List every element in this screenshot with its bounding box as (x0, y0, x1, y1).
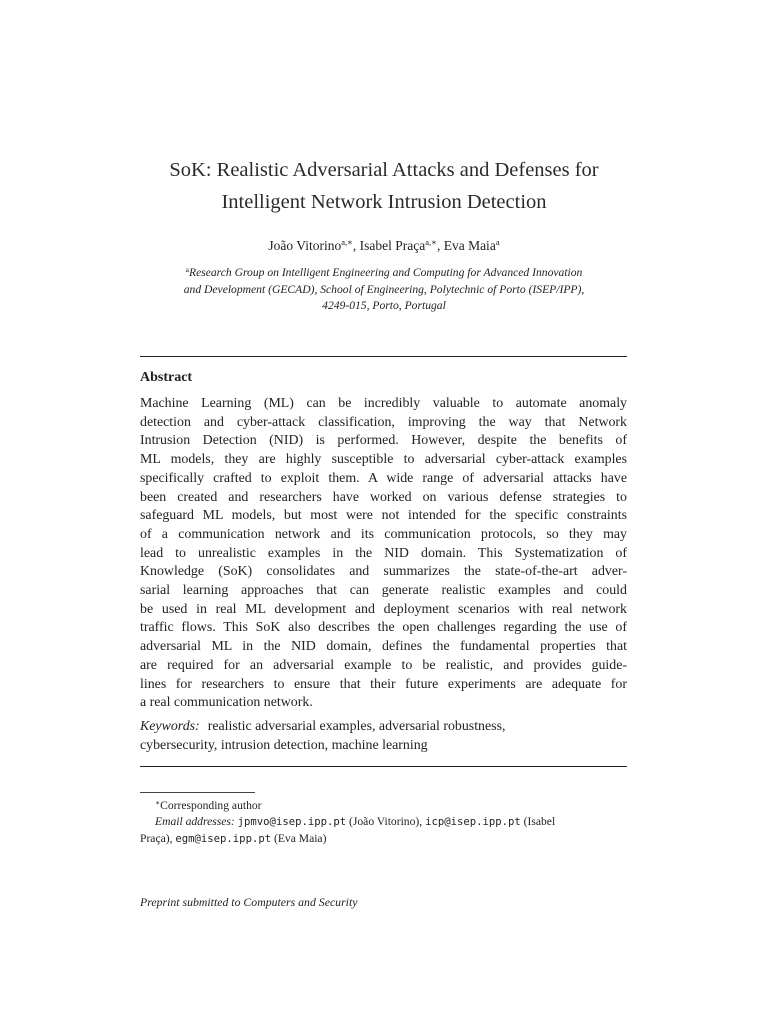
keywords-label: Keywords: (140, 719, 200, 734)
title-line-2: Intelligent Network Intrusion Detection (221, 191, 547, 213)
paper-title (100, 154, 668, 218)
keywords (140, 718, 627, 755)
abstract-line: ML models, they are highly susceptible to adversarial cyber-attack examples (140, 452, 627, 468)
author-mark: a,∗ (425, 237, 437, 247)
abstract-line: adversarial ML in the NID domain, defines the fundamental properties that (140, 639, 627, 655)
title-line-1: SoK: Realistic Adversarial Attacks and Defenses for (169, 159, 599, 181)
abstract-line: be used in real ML development and deployment scenarios with real network (140, 601, 627, 617)
email-line-1 (140, 814, 627, 830)
affiliation-text-1: Research Group on Intelligent Engineering and Computing for Advanced Innovation (188, 266, 583, 279)
corresponding-author-text: Corresponding author (160, 799, 262, 812)
abstract-line: detection and cyber-attack classification, improving the way that Network (140, 414, 627, 430)
corresponding-author-note (140, 795, 627, 814)
author-mark: a (495, 237, 500, 247)
author-name: Isabel Praça (359, 238, 426, 253)
abstract-line: a real communication network. (140, 695, 313, 711)
email-line-2 (140, 831, 627, 847)
affiliation-mark: a (185, 265, 189, 274)
abstract-bottom-rule (140, 766, 627, 767)
affiliation-line-2: and Development (GECAD), School of Engineering, Polytechnic of Porto (ISEP/IPP), (183, 282, 585, 296)
keywords-text-1: realistic adversarial examples, adversarial robustness, (207, 719, 506, 734)
author-separator: , (352, 238, 360, 253)
author-name: Eva Maia (443, 238, 496, 253)
keywords-line-1 (140, 718, 627, 737)
abstract-line: Knowledge (SoK) consolidates and summarizes the state-of-the-art adver- (140, 564, 627, 580)
author-mark: a,∗ (341, 237, 353, 247)
email-link-2[interactable]: icp@isep.ipp.pt (425, 816, 521, 829)
affiliation (130, 262, 638, 315)
keywords-line-2: cybersecurity, intrusion detection, machine learning (140, 737, 428, 753)
preprint-note: Preprint submitted to Computers and Security (140, 895, 358, 909)
abstract-line: of a communication network and its communication protocols, so they may (140, 526, 627, 542)
email-owner-2b: Praça), (140, 831, 176, 845)
author-name: João Vitorino (268, 238, 342, 253)
abstract-line: traffic flows. This SoK also describes the open challenges regarding the use of (140, 620, 627, 636)
abstract-line: safeguard ML models, but most were not intended for the specific constraints (140, 508, 627, 524)
abstract-line: sarial learning approaches that can generate realistic examples and could (140, 583, 627, 599)
email-link-3[interactable]: egm@isep.ipp.pt (175, 832, 272, 845)
abstract-heading: Abstract (140, 370, 193, 385)
abstract-line: Machine Learning (ML) can be incredibly valuable to automate anomaly (140, 396, 627, 411)
email-owner-1: (João Vitorino), (346, 815, 426, 829)
abstract-body (140, 395, 627, 713)
abstract-line: lines for researchers to ensure that their future experiments are adequate for (140, 676, 627, 692)
author-list (100, 233, 668, 255)
affiliation-line-1 (130, 262, 638, 282)
footnote (140, 795, 627, 847)
abstract-line: lead to unrealistic examples in the NID domain. This Systematization of (140, 545, 627, 561)
abstract-line: are required for an adversarial example to be realistic, and provides guide- (140, 657, 627, 673)
abstract-line: specifically crafted to exploit them. A wide range of adversarial attacks have (140, 470, 627, 486)
footnote-mark: ∗ (155, 798, 161, 807)
email-owner-2a: (Isabel (520, 815, 556, 829)
affiliation-line-3: 4249-015, Porto, Portugal (322, 299, 446, 312)
email-label: Email addresses: (155, 815, 235, 829)
footnote-rule (140, 792, 255, 793)
abstract-line: Intrusion Detection (NID) is performed. However, despite the benefits of (140, 433, 627, 449)
email-owner-3: (Eva Maia) (271, 831, 327, 845)
abstract-top-rule (140, 356, 627, 357)
author-separator: , (436, 238, 444, 253)
abstract-line: been created and researchers have worked on various defense strategies to (140, 489, 627, 505)
email-link-1[interactable]: jpmvo@isep.ipp.pt (237, 816, 347, 829)
